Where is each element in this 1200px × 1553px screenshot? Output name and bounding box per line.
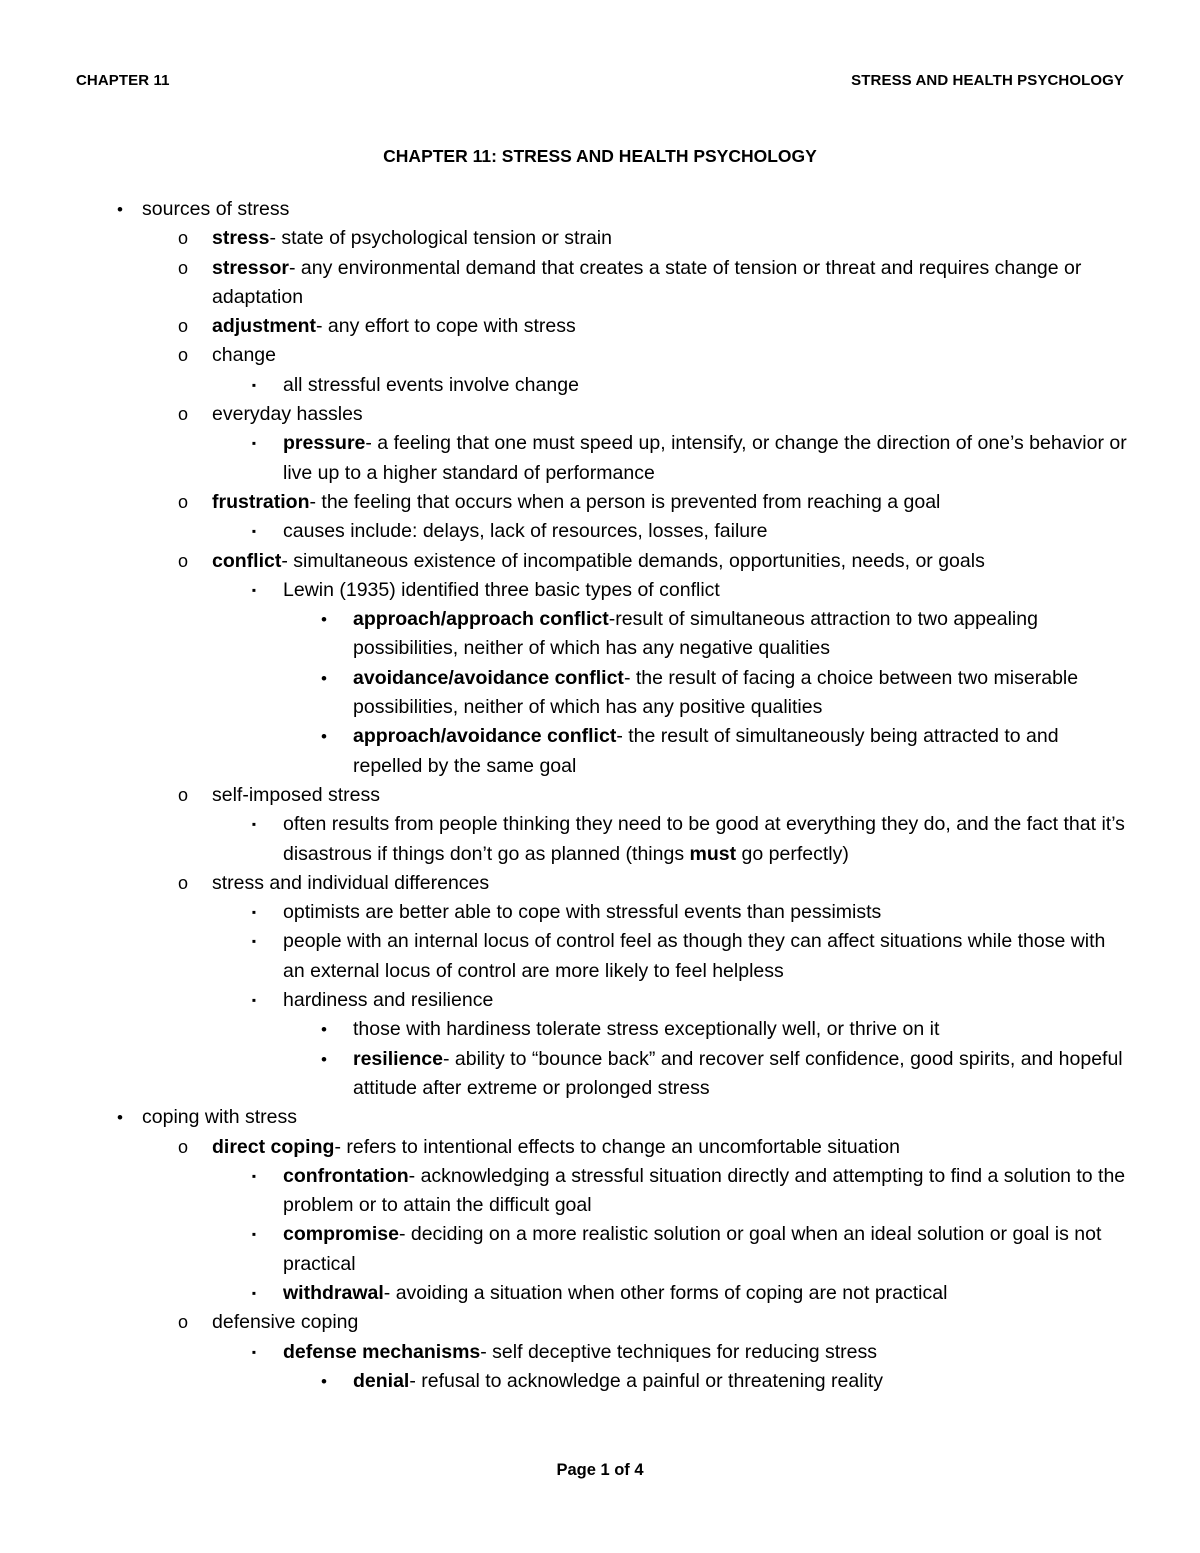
bullet-marker: o (177, 872, 188, 893)
bullet-marker: • (321, 1371, 327, 1391)
bullet-marker: • (117, 1108, 123, 1128)
list-item: ▪ optimists are better able to cope with stressful events than pessimists (283, 898, 1128, 927)
list-item (177, 547, 1128, 576)
bullet-marker: o (177, 1136, 188, 1157)
bullet-marker: • (117, 200, 123, 219)
list-item (251, 1220, 1128, 1279)
document-title: CHAPTER 11: STRESS AND HEALTH PSYCHOLOGY (383, 146, 817, 166)
term: compromise (283, 1223, 399, 1246)
bullet-marker: o (177, 404, 188, 425)
term: confrontation (283, 1164, 409, 1187)
list-item (177, 312, 1128, 341)
definition: - the feeling that occurs when a person is prevented from reaching a goal (309, 490, 941, 513)
list-item (321, 722, 1128, 781)
term: defense mechanisms (283, 1340, 481, 1363)
bullet-marker: • (321, 1020, 327, 1040)
definition: - refers to intentional effects to change an uncomfortable situation (334, 1135, 900, 1158)
list-item (321, 1367, 1128, 1396)
term: withdrawal (283, 1281, 384, 1304)
bullet-marker: • (321, 668, 327, 688)
list-item: • coping with stress (142, 1103, 1128, 1132)
bullet-marker: o (177, 784, 188, 805)
bullet-marker: ▪ (251, 1227, 257, 1242)
bullet-marker: o (177, 1312, 188, 1333)
list-item: o everyday hassles (212, 400, 1128, 429)
bullet-marker: ▪ (251, 377, 257, 392)
outline-list (0, 195, 1200, 1396)
bullet-marker: ▪ (251, 993, 257, 1008)
list-item: ▪ people with an internal locus of control feel as though they can affect situations while those with an external locus of control are more likely to feel helpless (283, 927, 1128, 986)
bullet-marker: o (177, 316, 188, 337)
bullet-marker: ▪ (251, 524, 257, 539)
term: adjustment (212, 315, 317, 338)
list-item: o stress and individual differences (212, 869, 1128, 898)
bullet-marker: • (321, 1049, 327, 1069)
list-item: o change (212, 341, 1128, 370)
running-header-right: STRESS AND HEALTH PSYCHOLOGY (851, 72, 1124, 89)
definition: - refusal to acknowledge a painful or threatening reality (409, 1369, 884, 1392)
term: avoidance/avoidance conflict (353, 666, 624, 689)
list-item: ▪ all stressful events involve change (283, 371, 1128, 400)
page-number: Page 1 of 4 (556, 1461, 644, 1479)
list-item (251, 1279, 1128, 1308)
list-item (321, 664, 1128, 723)
definition: - simultaneous existence of incompatible demands, opportunities, needs, or goals (281, 549, 985, 572)
list-item (321, 605, 1128, 664)
list-item: o defensive coping (212, 1308, 1128, 1337)
term: conflict (212, 549, 282, 572)
definition: - a feeling that one must speed up, intensify, or change the direction of one’s behavior or live up to a higher standard of performance (283, 432, 1127, 484)
definition: - the result of facing a choice between two miserable possibilities, neither of which has any positive qualities (353, 666, 1079, 719)
list-item: ▪ causes include: delays, lack of resources, losses, failure (283, 517, 1128, 546)
bullet-marker: ▪ (251, 582, 257, 597)
bullet-marker: • (321, 727, 327, 747)
term: denial (353, 1369, 410, 1392)
bullet-marker: ▪ (251, 905, 257, 920)
bullet-marker: o (177, 228, 188, 249)
term: approach/approach conflict (353, 608, 609, 631)
running-header-left: CHAPTER 11 (76, 72, 170, 89)
bullet-marker: ▪ (251, 436, 257, 451)
list-item (177, 254, 1128, 313)
bullet-marker: o (177, 550, 188, 571)
bullet-marker: • (321, 610, 327, 630)
bullet-marker: ▪ (251, 1285, 257, 1300)
definition: - state of psychological tension or strain (269, 227, 612, 250)
definition: - the result of simultaneously being attracted to and repelled by the same goal (353, 725, 1059, 777)
bullet-marker: o (177, 491, 188, 512)
bullet-marker: ▪ (251, 817, 257, 832)
emphasis: must (689, 842, 737, 865)
list-item: ▪ hardiness and resilience (283, 986, 1128, 1015)
definition: - any environmental demand that creates a state of tension or threat and requires change or adaptation (212, 256, 1082, 308)
list-item (177, 1133, 1128, 1162)
term: stress (212, 227, 270, 250)
definition: - self deceptive techniques for reducing stress (480, 1340, 877, 1363)
list-item (177, 224, 1128, 253)
bullet-marker: ▪ (251, 1168, 257, 1183)
term: pressure (283, 432, 366, 455)
definition: - avoiding a situation when other forms of coping are not practical (383, 1281, 948, 1304)
definition: - ability to “bounce back” and recover self confidence, good spirits, and hopeful attitude after extreme or prolonged stress (353, 1047, 1123, 1099)
list-item (177, 488, 1128, 517)
list-item (251, 1162, 1128, 1221)
list-item: • sources of stress (142, 195, 1128, 224)
term: stressor (212, 256, 289, 279)
list-item: o self-imposed stress (212, 781, 1128, 810)
list-item: • those with hardiness tolerate stress exceptionally well, or thrive on it (353, 1015, 1128, 1044)
term: direct coping (212, 1135, 335, 1158)
bullet-marker: o (177, 345, 188, 366)
bullet-marker: ▪ (251, 934, 257, 949)
list-item (251, 1338, 1128, 1367)
definition: - acknowledging a stressful situation directly and attempting to find a solution to the problem or to attain the difficult goal (283, 1164, 1126, 1217)
bullet-marker: ▪ (251, 1344, 257, 1359)
term: approach/avoidance conflict (353, 725, 617, 748)
list-item: ▪ often results from people thinking they need to be good at everything they do, and the fact that it’s disastrous if things don’t go as planned (things must go perfectly) (283, 810, 1128, 869)
bullet-marker: o (177, 257, 188, 278)
list-item (251, 429, 1128, 488)
definition: - deciding on a more realistic solution or goal when an ideal solution or goal is not practical (283, 1223, 1102, 1275)
term: resilience (353, 1047, 443, 1070)
definition: -result of simultaneous attraction to two appealing possibilities, neither of which has any negative qualities (353, 608, 1038, 660)
list-item: ▪ Lewin (1935) identified three basic types of conflict (283, 576, 1128, 605)
term: frustration (212, 490, 310, 513)
list-item (321, 1045, 1128, 1104)
definition: - any effort to cope with stress (316, 315, 576, 338)
